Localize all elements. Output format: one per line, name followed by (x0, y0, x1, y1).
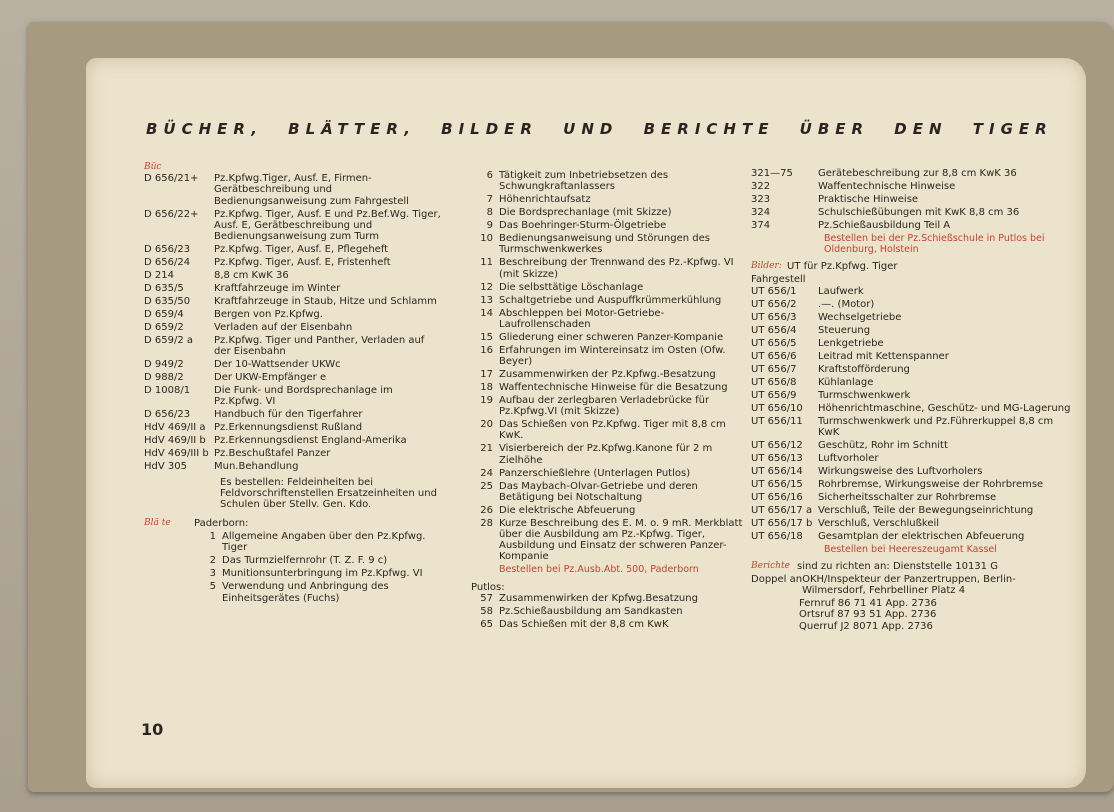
item-text: Wirkungsweise des Luftvorholers (818, 465, 983, 477)
page-number: 10 (141, 720, 164, 739)
item-code: 322 (751, 181, 771, 192)
list-item (751, 364, 1071, 375)
putlos-order: Bestellen bei der Pz.Schießschule in Putlos bei Oldenburg, Holstein (824, 233, 1045, 256)
berichte-note: Berichte (751, 561, 790, 572)
list-item (751, 312, 1071, 323)
page-title: BÜCHER, BLÄTTER, BILDER UND BERICHTE ÜBER DEN TIGER (146, 120, 1053, 138)
item-code: D 1008/1 (144, 385, 191, 397)
item-text: Erfahrungen im Wintereinsatz im Osten (Ofw. Beyer) (499, 344, 726, 368)
item-text: Die Bordsprechanlage (mit Skizze) (499, 207, 672, 219)
item-text: Verschluß, Teile der Bewegungseinrichtung (818, 504, 1034, 516)
list-item (471, 345, 751, 367)
item-number: 9 (486, 220, 493, 232)
list-item (751, 403, 1071, 414)
paderborn-label: Paderborn: (194, 518, 249, 530)
list-item (751, 479, 1071, 490)
item-text: Das Boehringer-Sturm-Ölgetriebe (499, 220, 667, 232)
item-code: UT 656/11 (751, 415, 803, 427)
list-item (144, 309, 444, 320)
list-item (144, 335, 444, 357)
list-item (751, 194, 1071, 205)
list-item (144, 359, 444, 370)
doppel-address: OKH/Inspekteur der Panzertruppen, Berlin-Wilmersdorf, Fehrbelliner Platz 4 (802, 574, 1016, 597)
list-item (144, 385, 444, 407)
item-text: Handbuch für den Tigerfahrer (214, 409, 363, 421)
list-item (144, 448, 444, 459)
item-text: Munitionsunterbringung im Pz.Kpfwg. VI (222, 568, 423, 580)
list-item (471, 619, 751, 630)
list-item (751, 453, 1071, 464)
item-text: Panzerschießlehre (Unterlagen Putlos) (499, 467, 691, 479)
item-code: UT 656/4 (751, 324, 797, 336)
item-code: D 656/23 (144, 409, 191, 421)
item-number: 17 (480, 369, 493, 381)
item-code: UT 656/3 (751, 311, 797, 323)
list-item (194, 531, 444, 553)
item-code: UT 656/9 (751, 389, 797, 401)
list-item (144, 461, 444, 472)
item-text: Pz.Kpfwg. Tiger, Ausf. E, Pflegeheft (214, 244, 389, 256)
item-text: Höhenrichtaufsatz (499, 194, 591, 206)
item-number: 13 (480, 294, 493, 306)
list-item (751, 207, 1071, 218)
item-text: Turmschwenkwerk und Pz.Führerkuppel 8,8 cm KwK (818, 415, 1054, 438)
item-number: 19 (480, 395, 493, 407)
item-code: D 214 (144, 270, 174, 282)
item-text: Das Schießen mit der 8,8 cm KwK (499, 618, 669, 630)
item-code: HdV 469/III b (144, 448, 209, 460)
list-item (751, 518, 1071, 529)
list-item (751, 220, 1071, 231)
item-text: Kraftstofförderung (818, 363, 910, 375)
list-item (144, 173, 444, 207)
item-text: Zusammenwirken der Pz.Kpfwg.-Besatzung (499, 369, 716, 381)
list-item (144, 409, 444, 420)
item-number: 3 (209, 568, 216, 580)
item-text: Die Funk- und Bordsprechanlage im Pz.Kpfwg. VI (214, 385, 393, 408)
item-number: 7 (486, 194, 493, 206)
list-item (751, 416, 1071, 438)
item-text: Pz.Erkennungsdienst Rußland (214, 422, 363, 434)
item-text: Luftvorholer (818, 452, 879, 464)
item-code: D 656/21+ (144, 173, 199, 185)
item-code: UT 656/16 (751, 491, 803, 503)
list-item (471, 518, 751, 563)
list-item (144, 422, 444, 433)
item-number: 28 (480, 517, 493, 529)
item-text: Pz.Schießausbildung am Sandkasten (499, 605, 683, 617)
item-code: D 656/23 (144, 244, 191, 256)
item-text: Geschütz, Rohr im Schnitt (818, 439, 948, 451)
item-text: Gliederung einer schweren Panzer-Kompanie (499, 331, 724, 343)
item-code: UT 656/12 (751, 439, 803, 451)
list-item (751, 181, 1071, 192)
item-text: Wechselgetriebe (818, 311, 902, 323)
item-code: UT 656/15 (751, 478, 803, 490)
list-item (471, 207, 751, 218)
list-item (194, 581, 444, 603)
item-number: 65 (480, 618, 493, 630)
item-text: Kraftfahrzeuge im Winter (214, 283, 341, 295)
item-text: Laufwerk (818, 285, 864, 297)
berichte-line: sind zu richten an: Dienststelle 10131 G (797, 561, 998, 573)
item-text: Tätigkeit zum Inbetriebsetzen des Schwungkraftanlassers (499, 170, 669, 193)
list-item (751, 531, 1071, 542)
list-item (471, 194, 751, 205)
item-code: UT 656/13 (751, 452, 803, 464)
item-text: Sicherheitsschalter zur Rohrbremse (818, 491, 997, 503)
item-code: UT 656/10 (751, 402, 803, 414)
list-item (144, 372, 444, 383)
item-code: 374 (751, 220, 771, 231)
list-item (751, 440, 1071, 451)
item-text: 8,8 cm KwK 36 (214, 270, 289, 282)
item-text: Pz.Beschußtafel Panzer (214, 448, 331, 460)
item-number: 14 (480, 307, 493, 319)
item-number: 10 (480, 233, 493, 245)
item-code: D 988/2 (144, 372, 184, 384)
item-code: D 659/2 (144, 322, 184, 334)
item-text: Gerätebeschreibung zur 8,8 cm KwK 36 (818, 168, 1017, 179)
item-number: 58 (480, 605, 493, 617)
item-text: Turmschwenkwerk (818, 389, 911, 401)
item-code: UT 656/14 (751, 465, 803, 477)
list-item (471, 220, 751, 231)
item-code: UT 656/7 (751, 363, 797, 375)
item-text: Praktische Hinweise (818, 194, 919, 205)
item-text: Rohrbremse, Wirkungsweise der Rohrbremse (818, 478, 1044, 490)
item-code: D 659/2 a (144, 335, 194, 347)
item-text: Bergen von Pz.Kpfwg. (214, 309, 323, 321)
paderborn-order: Bestellen bei Pz.Ausb.Abt. 500, Paderborn (499, 564, 699, 576)
list-item (144, 283, 444, 294)
list-item (194, 555, 444, 566)
list-item (751, 505, 1071, 516)
list-item (751, 377, 1071, 388)
item-code: UT 656/1 (751, 285, 797, 297)
list-item (144, 244, 444, 255)
list-item (471, 593, 751, 604)
item-code: 321—75 (751, 168, 793, 179)
column-books (144, 162, 444, 606)
item-text: Kurze Beschreibung des E. M. o. 9 mR. Merkblatt über die Ausbildung am Pz.-Kpfwg. Tiger, Ausbildung und Einsatz der schweren Panzer-Kompanie (499, 517, 743, 563)
item-text: Beschreibung der Trennwand des Pz.-Kpfwg. VI (mit Skizze) (499, 257, 734, 280)
item-number: 12 (480, 281, 493, 293)
list-item (471, 395, 751, 417)
item-text: Das Schießen von Pz.Kpfwg. Tiger mit 8,8 cm KwK. (499, 419, 726, 442)
book-page (86, 58, 1086, 788)
column-pictures (751, 168, 1071, 632)
item-text: Bedienungsanweisung und Störungen des Turmschwenkwerkes (499, 233, 710, 256)
item-code: UT 656/8 (751, 376, 797, 388)
item-text: Höhenrichtmaschine, Geschütz- und MG-Lagerung (818, 402, 1071, 414)
item-text: Allgemeine Angaben über den Pz.Kpfwg. Tiger (222, 531, 426, 554)
item-number: 11 (480, 257, 493, 269)
list-item (471, 505, 751, 516)
item-text: Die elektrische Abfeuerung (499, 504, 636, 516)
list-item (751, 390, 1071, 401)
item-number: 6 (486, 170, 493, 181)
item-text: Die selbsttätige Löschanlage (499, 281, 644, 293)
item-text: Verschluß, Verschlußkeil (818, 517, 940, 529)
item-code: HdV 469/II a (144, 422, 206, 434)
item-code: D 656/22+ (144, 208, 199, 220)
list-item (194, 568, 444, 579)
item-text: Verladen auf der Eisenbahn (214, 322, 353, 334)
list-item (751, 299, 1071, 310)
putlos-label: Putlos: (471, 581, 505, 593)
list-item (471, 419, 751, 441)
item-number: 15 (480, 331, 493, 343)
item-code: UT 656/17 a (751, 504, 813, 516)
item-text: Lenkgetriebe (818, 337, 884, 349)
item-text: Pz.Schießausbildung Teil A (818, 220, 951, 231)
item-text: Pz.Kpfwg. Tiger und Panther, Verladen auf der Eisenbahn (214, 335, 425, 358)
item-code: UT 656/6 (751, 350, 797, 362)
item-number: 8 (486, 207, 493, 219)
item-number: 26 (480, 504, 493, 516)
item-text: Schulschießübungen mit KwK 8,8 cm 36 (818, 207, 1020, 218)
list-item (471, 606, 751, 617)
item-code: D 635/50 (144, 296, 191, 308)
item-text: Verwendung und Anbringung des Einheitsgerätes (Fuchs) (222, 581, 389, 604)
list-item (471, 233, 751, 255)
item-number: 2 (209, 555, 216, 567)
list-item (144, 209, 444, 243)
list-item (144, 322, 444, 333)
list-item (471, 443, 751, 465)
item-number: 21 (480, 443, 493, 455)
item-number: 5 (209, 581, 216, 593)
item-code: 324 (751, 207, 771, 218)
item-code: UT 656/2 (751, 298, 797, 310)
item-text: Steuerung (818, 324, 871, 336)
item-code: HdV 469/II b (144, 435, 206, 447)
list-item (144, 257, 444, 268)
item-text: Der UKW-Empfänger e (214, 372, 327, 384)
item-text: Kühlanlage (818, 376, 874, 388)
item-code: D 659/4 (144, 309, 184, 321)
item-text: Aufbau der zerlegbaren Verladebrücke für Pz.Kpfwg.VI (mit Skizze) (499, 395, 710, 418)
item-text: Kraftfahrzeuge in Staub, Hitze und Schlamm (214, 296, 437, 308)
item-number: 18 (480, 382, 493, 394)
item-text: .—. (Motor) (818, 298, 875, 310)
item-text: Der 10-Wattsender UKWc (214, 359, 341, 371)
list-item (751, 338, 1071, 349)
ut-label: UT für Pz.Kpfwg. Tiger (787, 261, 898, 273)
list-item (471, 282, 751, 293)
list-item (471, 369, 751, 380)
item-number: 20 (480, 419, 493, 431)
list-item (751, 351, 1071, 362)
item-code: UT 656/5 (751, 337, 797, 349)
item-number: 24 (480, 467, 493, 479)
bilder-note: Bilder: (751, 261, 782, 272)
list-item (471, 308, 751, 330)
item-number: 1 (209, 531, 216, 543)
item-code: UT 656/18 (751, 530, 803, 542)
list-item (471, 382, 751, 393)
list-item (471, 257, 751, 279)
doppel-label: Doppel an (751, 574, 803, 586)
item-text: Waffentechnische Hinweise (818, 181, 956, 192)
list-item (471, 295, 751, 306)
item-text: Schaltgetriebe und Auspuffkrümmerkühlung (499, 294, 722, 306)
list-item (751, 168, 1071, 179)
item-code: D 635/5 (144, 283, 184, 295)
item-code: UT 656/17 b (751, 517, 813, 529)
fahrgestell-label: Fahrgestell (751, 274, 806, 286)
kassel-order: Bestellen bei Heereszeugamt Kassel (824, 543, 997, 555)
list-item (471, 332, 751, 343)
list-item (471, 481, 751, 503)
item-text: Mun.Behandlung (214, 461, 299, 473)
column-sheets (471, 170, 751, 632)
list-item (751, 325, 1071, 336)
books-note: Büc (144, 162, 162, 172)
list-item (144, 270, 444, 281)
item-number: 57 (480, 592, 493, 604)
phone-line: Querruf J2 8071 App. 2736 (799, 620, 933, 632)
item-text: Pz.Kpfwg. Tiger, Ausf. E und Pz.Bef.Wg. Tiger, Ausf. E, Gerätbeschreibung und Bedienungsanweisung zum Turm (214, 208, 441, 243)
order-note: Es bestellen: Feldeinheiten bei Feldvorschriftenstellen Ersatzeinheiten und Schulen über Stellv. Gen. Kdo. (220, 476, 437, 511)
item-text: Zusammenwirken der Kpfwg.Besatzung (499, 592, 698, 604)
item-number: 16 (480, 344, 493, 356)
list-item (471, 170, 751, 192)
list-item (144, 435, 444, 446)
item-text: Pz.Kpfwg.Tiger, Ausf. E, Firmen-Gerätbeschreibung und Bedienungsanweisung zum Fahrgestell (214, 173, 409, 207)
item-text: Pz.Kpfwg. Tiger, Ausf. E, Fristenheft (214, 257, 391, 269)
phone-line: Fernruf 86 71 41 App. 2736 (799, 598, 937, 610)
item-text: Gesamtplan der elektrischen Abfeuerung (818, 530, 1025, 542)
item-text: Waffentechnische Hinweise für die Besatzung (499, 382, 728, 394)
list-item (751, 286, 1071, 297)
item-number: 25 (480, 480, 493, 492)
list-item (144, 296, 444, 307)
list-item (751, 492, 1071, 503)
item-code: D 949/2 (144, 359, 184, 371)
item-text: Pz.Erkennungsdienst England-Amerika (214, 435, 407, 447)
item-text: Abschleppen bei Motor-Getriebe-Laufrollenschaden (499, 307, 665, 330)
item-code: 323 (751, 194, 771, 205)
item-text: Visierbereich der Pz.Kpfwg.Kanone für 2 m Zielhöhe (499, 443, 713, 466)
item-text: Das Maybach-Olvar-Getriebe und deren Betätigung bei Notschaltung (499, 480, 698, 503)
list-item (751, 466, 1071, 477)
blatter-note: Blä te (144, 518, 171, 529)
item-code: HdV 305 (144, 461, 187, 473)
list-item (471, 468, 751, 479)
item-text: Leitrad mit Kettenspanner (818, 350, 949, 362)
item-text: Das Turmzielfernrohr (T. Z. F. 9 c) (222, 555, 388, 567)
phone-line: Ortsruf 87 93 51 App. 2736 (799, 609, 937, 621)
item-code: D 656/24 (144, 257, 191, 269)
